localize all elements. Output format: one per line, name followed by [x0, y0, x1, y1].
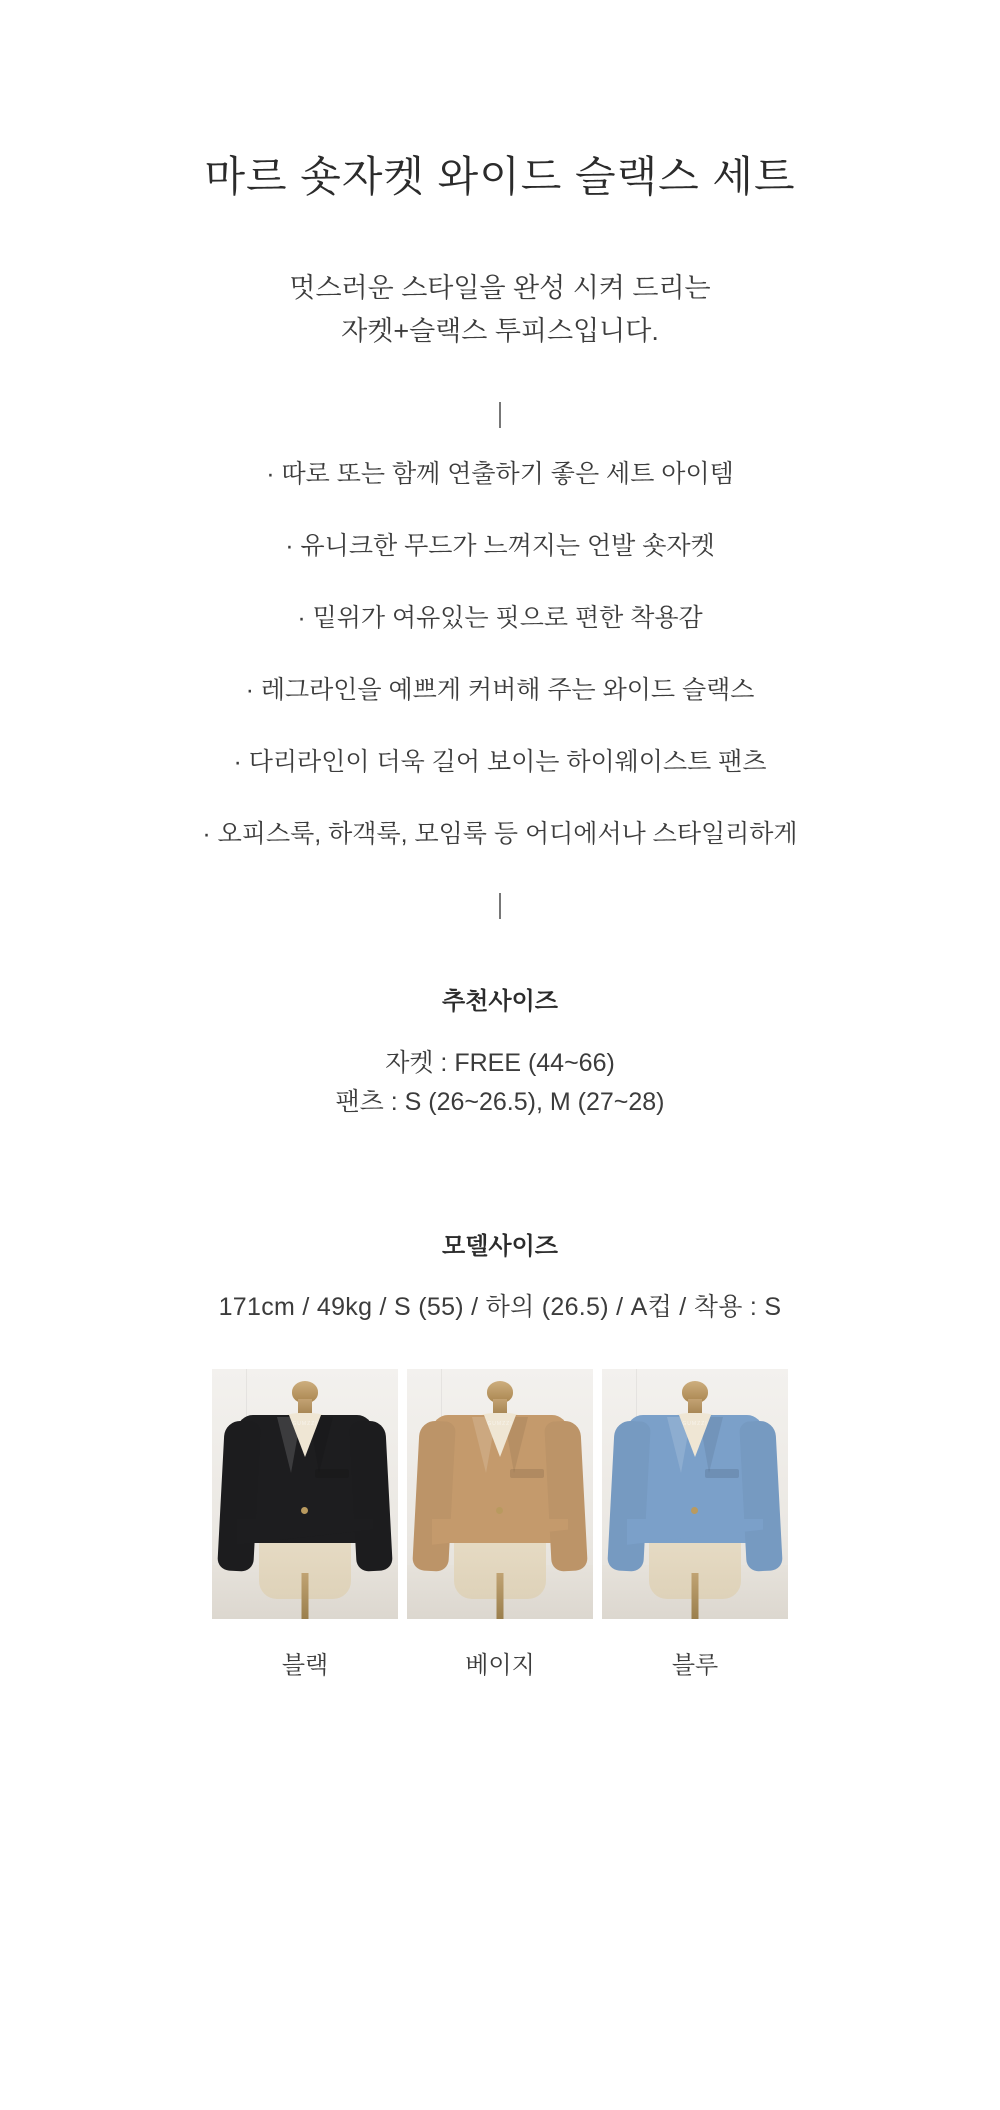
color-swatch-beige[interactable] — [407, 1369, 593, 1680]
product-photo-black — [212, 1369, 398, 1619]
product-detail-page — [0, 28, 1000, 2110]
recommended-size-block — [0, 981, 1000, 1122]
color-swatch-blue[interactable] — [602, 1369, 788, 1680]
recommended-size-pants: 팬츠 : S (26~26.5), M (27~28) — [335, 1087, 665, 1116]
color-name-blue: 블루 — [671, 1651, 719, 1679]
jacket-chest-pocket — [510, 1469, 544, 1478]
jacket-chest-pocket — [705, 1469, 739, 1478]
intro-line-1: 멋스러운 스타일을 완성 시켜 드리는 — [289, 272, 711, 303]
feature-item: · 밑위가 여유있는 핏으로 편한 착용감 — [297, 604, 703, 633]
color-name-black: 블랙 — [281, 1651, 329, 1679]
intro-line-2: 자켓+슬랙스 투피스입니다. — [341, 316, 659, 347]
model-size-heading: 모델사이즈 — [442, 1232, 558, 1260]
jacket-button — [301, 1507, 308, 1514]
model-size-detail: 171cm / 49kg / S (55) / 하의 (26.5) / A컵 / 착용 : S — [218, 1292, 782, 1321]
color-name-beige: 베이지 — [465, 1651, 535, 1679]
product-photo-beige — [407, 1369, 593, 1619]
recommended-size-heading: 추천사이즈 — [442, 988, 558, 1016]
intro-text — [0, 267, 1000, 354]
mannequin-stand — [302, 1573, 309, 1619]
jacket-chest-pocket — [315, 1469, 349, 1478]
divider-bottom — [499, 893, 501, 919]
page-title: 마르 숏자켓 와이드 슬랙스 세트 — [204, 153, 796, 201]
color-gallery — [0, 1369, 1000, 1680]
mannequin-stand — [692, 1573, 699, 1619]
color-swatch-black[interactable] — [212, 1369, 398, 1680]
brand-label: GUMZZI — [292, 1420, 318, 1427]
product-photo-blue — [602, 1369, 788, 1619]
brand-label: GUMZZI — [487, 1420, 513, 1427]
feature-item: · 유니크한 무드가 느껴지는 언발 숏자켓 — [285, 532, 715, 561]
feature-item: · 레그라인을 예쁘게 커버해 주는 와이드 슬랙스 — [245, 676, 755, 705]
jacket-button — [496, 1507, 503, 1514]
model-size-block — [0, 1226, 1000, 1323]
jacket-button — [691, 1507, 698, 1514]
recommended-size-jacket: 자켓 : FREE (44~66) — [385, 1049, 615, 1078]
mannequin-stand — [497, 1573, 504, 1619]
divider-top — [499, 402, 501, 428]
feature-item: · 따로 또는 함께 연출하기 좋은 세트 아이템 — [266, 460, 734, 489]
brand-label: GUMZZI — [682, 1420, 708, 1427]
feature-list — [0, 462, 1000, 847]
feature-item: · 다리라인이 더욱 길어 보이는 하이웨이스트 팬츠 — [233, 748, 767, 777]
feature-item: · 오피스룩, 하객룩, 모임룩 등 어디에서나 스타일리하게 — [202, 820, 798, 849]
